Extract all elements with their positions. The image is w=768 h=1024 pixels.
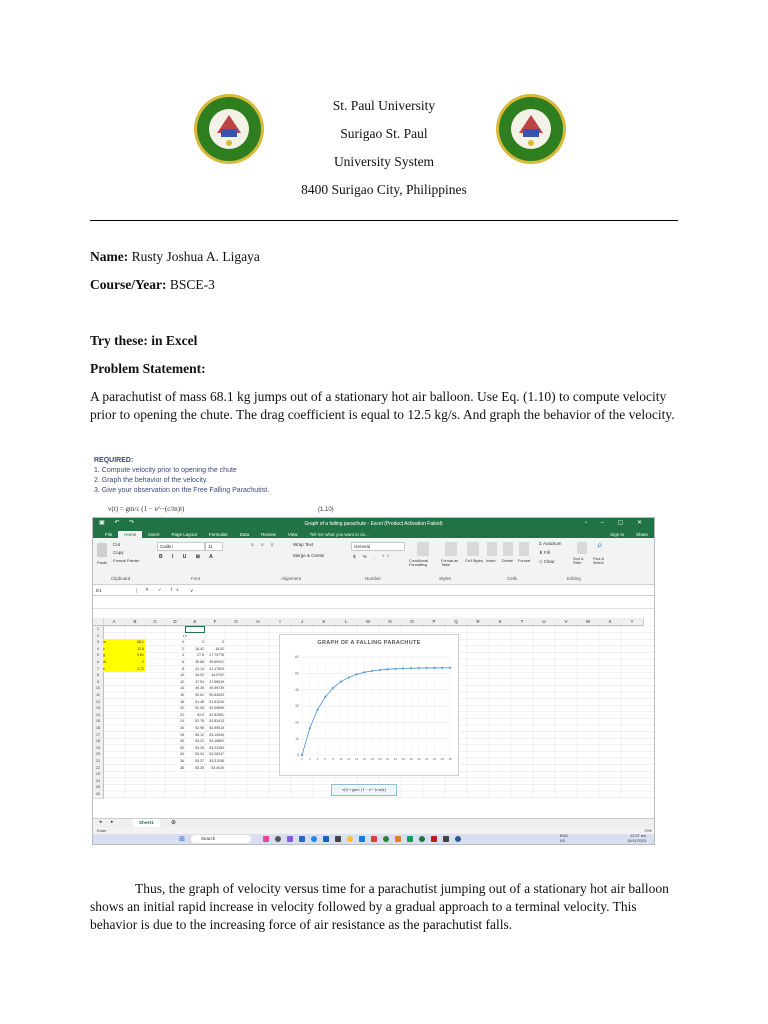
cell[interactable]: m	[103, 640, 106, 645]
window-title: Graph of a falling parachute - Excel (Product Activation Failed)	[304, 520, 443, 527]
conditional-formatting-icon[interactable]	[417, 542, 429, 556]
sheet-tab[interactable]: Sheet1	[133, 819, 160, 829]
taskbar-app-icon[interactable]	[347, 836, 353, 842]
clear-button[interactable]: ◇ Clear	[539, 559, 555, 564]
chart-plot	[280, 635, 458, 775]
conditional-formatting-label: Conditional Formatting	[409, 559, 428, 567]
course-label: Course/Year:	[90, 277, 167, 292]
row-header[interactable]: 10	[93, 685, 104, 693]
equation: v(t) = gm/c (1 − e^−(c/m)t)	[108, 505, 185, 513]
name-label: Name:	[90, 249, 129, 264]
group-label-number: Number	[365, 576, 382, 581]
required-item: 3. Give your observation on the Free Falling Parachutist.	[94, 487, 270, 494]
cell[interactable]: 53.34	[195, 752, 204, 757]
cell[interactable]: 0	[202, 640, 204, 645]
cell[interactable]: 53.4019	[211, 765, 224, 770]
cell[interactable]: 51.48	[195, 699, 204, 704]
sheet-nav-icons[interactable]: ◂ ▸	[99, 819, 118, 825]
data-point	[340, 681, 342, 683]
cell[interactable]: 12	[180, 679, 184, 684]
column-header[interactable]: C	[145, 618, 166, 626]
x-tick-label: 12	[347, 757, 351, 761]
taskbar-app-icon[interactable]	[431, 836, 437, 842]
row-header[interactable]: 7	[93, 666, 104, 674]
column-header[interactable]: Y	[621, 618, 644, 626]
column-header[interactable]: G	[225, 618, 248, 626]
font-style-icons[interactable]: B I U ⊞ A	[159, 554, 217, 560]
data-point	[426, 667, 428, 669]
cell[interactable]: 53.31208	[209, 759, 224, 763]
data-point	[402, 667, 404, 669]
cell[interactable]: 51.51034	[209, 699, 224, 704]
cell[interactable]: 18	[180, 699, 184, 704]
y-tick-label: 0	[297, 753, 299, 758]
data-point	[355, 673, 357, 675]
sort-filter-icon[interactable]	[577, 542, 587, 554]
cell[interactable]: 52.5	[197, 712, 204, 717]
data-point	[387, 668, 389, 670]
status-mode: Enter	[97, 828, 107, 833]
row-header[interactable]: 18	[93, 738, 104, 746]
cell[interactable]: 53.37	[195, 759, 204, 763]
taskbar-app-icon[interactable]	[455, 836, 461, 842]
tab-view[interactable]: View	[287, 532, 298, 537]
cell[interactable]: 53.28247	[209, 752, 224, 757]
row-header[interactable]: 23	[93, 771, 104, 779]
formula-bar-spacer	[93, 596, 654, 609]
group-label-clipboard: Clipboard	[111, 576, 131, 581]
column-header[interactable]: K	[313, 618, 336, 626]
y-tick-label: 10	[295, 736, 299, 741]
column-header[interactable]: W	[577, 618, 600, 626]
problem-heading: Problem Statement:	[90, 361, 206, 376]
course-line	[90, 277, 215, 293]
cell[interactable]: 34	[180, 752, 184, 757]
x-tick-label: 0	[301, 757, 303, 761]
cell[interactable]: 8	[182, 666, 184, 671]
group-label-cells: Cells	[507, 576, 518, 581]
delete-cells-label: Delete	[502, 559, 513, 563]
x-tick-label: 24	[393, 757, 398, 761]
column-header[interactable]: A	[103, 618, 126, 626]
required-item: 1. Compute velocity prior to opening the chute	[94, 467, 237, 474]
row-header[interactable]: 1	[93, 626, 104, 634]
cell[interactable]: 27.8	[197, 653, 204, 658]
column-header[interactable]: V	[555, 618, 578, 626]
ribbon-tabs	[93, 529, 654, 538]
column-header[interactable]: F	[205, 618, 226, 626]
data-point	[433, 667, 435, 669]
align-icons[interactable]: ≡ ≡ ≡	[251, 542, 277, 547]
required-item: 2. Graph the behavior of the velocity.	[94, 477, 208, 484]
cell[interactable]: 53.39	[195, 765, 204, 770]
chart-equation-box: v(t) = gm/c (1 − e^−(c/m)t)	[331, 784, 397, 796]
cell[interactable]: 41.17503	[209, 666, 224, 671]
cell[interactable]: 16.42	[195, 646, 204, 651]
data-point	[449, 667, 451, 669]
number-format-select[interactable]: General	[351, 542, 405, 551]
cell[interactable]: 20	[180, 706, 184, 711]
cell[interactable]: 0	[182, 640, 184, 645]
row-header[interactable]: 6	[93, 659, 104, 667]
font-size-select[interactable]: 11	[205, 542, 223, 551]
paste-icon[interactable]	[97, 543, 107, 557]
cell[interactable]: 53.22	[195, 739, 204, 744]
series-line	[302, 668, 450, 755]
cell[interactable]: 53.23169	[209, 745, 224, 750]
taskbar-app-icon[interactable]	[443, 836, 449, 842]
add-sheet-icon[interactable]: ⊕	[171, 820, 177, 826]
cell[interactable]: 16.42	[215, 646, 224, 651]
row-header[interactable]: 15	[93, 718, 104, 726]
y-tick-label: 60	[295, 655, 299, 660]
row-header[interactable]: 14	[93, 712, 104, 720]
start-icon[interactable]: ⊞	[179, 836, 185, 843]
taskbar-app-icon[interactable]	[263, 836, 269, 842]
cell[interactable]: 49.36	[195, 686, 204, 691]
excel-screenshot	[92, 517, 655, 845]
x-tick-label: 8	[332, 757, 334, 761]
row-header[interactable]: 4	[93, 646, 104, 654]
data-point	[410, 667, 412, 669]
cell-styles-icon[interactable]	[467, 542, 479, 556]
group-label-font: Font	[191, 576, 201, 581]
column-header[interactable]: U	[533, 618, 556, 626]
row-header[interactable]: 2	[93, 633, 104, 641]
row-header[interactable]: 3	[93, 639, 104, 647]
taskbar-search[interactable]: Search	[191, 835, 251, 843]
tell-me-input[interactable]: Tell me what you want to do...	[309, 532, 369, 537]
conclusion-text: Thus, the graph of velocity versus time for a parachutist jumping out of a stationary hot air balloon shows an initial rapid increase in velocity followed by a gradual approach to a terminal velocity. This behavior is due to the increasing force of air resistance as the parachutist falls.	[90, 881, 669, 932]
font-name-select[interactable]: Calibri	[157, 542, 205, 551]
cell[interactable]: 12.5	[137, 646, 144, 651]
formula-icons[interactable]: ✕ ✓ fx	[145, 587, 183, 592]
cell[interactable]: c	[103, 646, 105, 651]
tab-review[interactable]: Review	[261, 532, 276, 537]
data-point	[332, 687, 334, 689]
x-tick-label: 30	[417, 757, 421, 761]
x-tick-label: 26	[401, 757, 405, 761]
chart-title: GRAPH OF A FALLING PARACHUTE	[317, 640, 421, 646]
formula-bar	[93, 585, 654, 596]
column-header[interactable]: P	[423, 618, 446, 626]
format-cells-icon[interactable]	[519, 542, 529, 556]
column-header[interactable]: L	[335, 618, 358, 626]
x-tick-label: 28	[409, 757, 413, 761]
row-header[interactable]: 22	[93, 765, 104, 773]
cell[interactable]: 16	[180, 693, 184, 697]
sign-in-link[interactable]: Sign in	[610, 532, 624, 537]
cell[interactable]: 49.39739	[209, 686, 224, 691]
format-painter-button[interactable]: Format Painter	[113, 558, 140, 563]
cell[interactable]: 9.81	[137, 653, 144, 658]
x-tick-label: 36	[440, 757, 444, 761]
zoom-level[interactable]: 70%	[643, 828, 652, 833]
copy-button[interactable]: Copy	[113, 550, 124, 555]
cell[interactable]: e	[103, 666, 105, 671]
wrap-text-button[interactable]: Wrap Text	[293, 542, 314, 547]
x-tick-label: 16	[362, 757, 366, 761]
problem-text: A parachutist of mass 68.1 kg jumps out of a stationary hot air balloon. Use Eq. (1.10) to compute velocity prior to opening the chute. The drag coefficient is equal to 12.5 kg/s. And graph the behavior of the velocity.	[90, 389, 675, 422]
y-tick-label: 40	[295, 687, 299, 692]
cell[interactable]: 28	[180, 732, 184, 737]
x-tick-label: 4	[316, 757, 319, 761]
letterhead	[250, 92, 518, 204]
cell[interactable]: 32	[180, 745, 184, 750]
row-header[interactable]: 12	[93, 699, 104, 707]
cell[interactable]: 24	[180, 719, 184, 724]
taskbar-app-icon[interactable]	[311, 836, 317, 842]
cell[interactable]: 52.82413	[209, 719, 224, 724]
cell[interactable]: 35.68	[195, 660, 204, 664]
column-header[interactable]: T	[511, 618, 534, 626]
cell[interactable]: 41.14	[195, 666, 204, 671]
x-tick-label: 38	[448, 757, 452, 761]
fill-button[interactable]: ⬇ Fill	[539, 550, 550, 555]
equation-ref: (1.10)	[318, 507, 334, 513]
x-tick-label: 10	[339, 757, 343, 761]
tab-page-layout[interactable]: Page Layout	[171, 532, 197, 537]
cell[interactable]: 2	[182, 646, 184, 651]
campus-name: Surigao St. Paul	[340, 126, 428, 141]
cell[interactable]: 53.12	[195, 732, 204, 737]
taskbar-app-icon[interactable]	[383, 836, 389, 842]
status-bar	[93, 827, 655, 834]
ribbon	[93, 538, 654, 585]
formula-input[interactable]: v	[190, 587, 193, 593]
data-point	[418, 667, 420, 669]
format-cells-label: Format	[518, 559, 531, 563]
cell[interactable]: 2.72	[137, 666, 144, 671]
row-header[interactable]: 21	[93, 758, 104, 766]
cell[interactable]: 68.1	[137, 640, 144, 645]
data-point	[379, 669, 381, 671]
x-tick-label: 6	[324, 757, 327, 761]
column-header[interactable]: B	[125, 618, 146, 626]
row-header[interactable]: 25	[93, 784, 104, 792]
select-all-corner[interactable]	[93, 618, 104, 626]
column-header[interactable]: S	[489, 618, 512, 626]
header-divider	[90, 220, 678, 221]
x-tick-label: 32	[424, 757, 429, 761]
system-name: University System	[333, 154, 435, 169]
merge-center-button[interactable]: Merge & Center	[293, 553, 325, 558]
x-tick-label: 14	[354, 757, 359, 761]
column-header[interactable]: J	[291, 618, 314, 626]
column-header[interactable]: X	[599, 618, 622, 626]
cell[interactable]: 44.9702	[211, 673, 224, 678]
sort-filter-label: Sort & Filter	[573, 557, 584, 565]
worksheet-grid[interactable]	[93, 618, 654, 818]
data-point	[301, 754, 303, 756]
excel-title-bar	[93, 518, 654, 529]
row-header[interactable]: 16	[93, 725, 104, 733]
taskbar-app-icon[interactable]	[407, 836, 413, 842]
share-button[interactable]: Share	[635, 532, 648, 537]
row-header[interactable]: 11	[93, 692, 104, 700]
row-header[interactable]: 5	[93, 652, 104, 660]
university-name: St. Paul University	[332, 98, 436, 113]
column-header[interactable]: D	[165, 618, 186, 626]
y-tick-label: 20	[295, 720, 299, 725]
column-header[interactable]: Q	[445, 618, 468, 626]
column-header[interactable]: R	[467, 618, 490, 626]
y-tick-label: 50	[295, 671, 299, 676]
column-header[interactable]: H	[247, 618, 270, 626]
cell[interactable]: 53.10646	[209, 732, 224, 737]
name-box[interactable]: E1	[93, 588, 137, 593]
address: 8400 Surigao City, Philippines	[301, 182, 467, 197]
autosum-button[interactable]: Σ AutoSum	[539, 541, 562, 546]
insert-cells-icon[interactable]	[487, 542, 497, 556]
group-label-styles: Styles	[439, 576, 452, 581]
taskbar-app-icon[interactable]	[287, 836, 293, 842]
chart[interactable]	[279, 634, 459, 776]
cell[interactable]: 47.58919	[209, 679, 224, 684]
cell[interactable]: 52.08	[195, 706, 204, 711]
name-value: Rusty Joshua A. Ligaya	[131, 249, 260, 264]
number-format-icons[interactable]: $ % , ⁰⁰	[353, 554, 393, 559]
taskbar-app-icon[interactable]	[335, 836, 341, 842]
data-point	[309, 727, 311, 729]
cell[interactable]: 52.98	[195, 726, 204, 730]
format-table-label: Format as Table	[441, 559, 459, 567]
cell[interactable]: t	[183, 633, 184, 638]
taskbar-app-icon[interactable]	[299, 836, 305, 842]
taskbar-app-icon[interactable]	[323, 836, 329, 842]
cell[interactable]: 38	[180, 765, 184, 770]
row-header[interactable]: 9	[93, 679, 104, 687]
cell[interactable]: 52.78	[195, 719, 204, 724]
column-header[interactable]: M	[357, 618, 380, 626]
x-tick-label: 2	[308, 757, 311, 761]
row-header[interactable]: 17	[93, 732, 104, 740]
cell[interactable]: 53.29	[195, 745, 204, 750]
cell[interactable]: 27.79776	[209, 653, 224, 658]
taskbar-app-icon[interactable]	[419, 836, 425, 842]
cell[interactable]: 52.99518	[209, 726, 224, 730]
active-cell[interactable]	[185, 626, 205, 633]
delete-cells-icon[interactable]	[503, 542, 513, 556]
row-header[interactable]: 8	[93, 672, 104, 680]
taskbar-app-icon[interactable]	[359, 836, 365, 842]
column-header[interactable]: O	[401, 618, 424, 626]
cell[interactable]: 50.61	[195, 693, 204, 697]
try-heading: Try these: in Excel	[90, 333, 198, 348]
cell[interactable]: 36	[180, 759, 184, 763]
x-tick-label: 20	[378, 757, 382, 761]
cell[interactable]: 53.16802	[209, 739, 224, 744]
window-controls-icon[interactable]: ▫ – ▢ ✕	[584, 520, 648, 526]
name-line	[90, 249, 260, 265]
language-indicator[interactable]: ENG US	[559, 834, 568, 843]
column-header[interactable]: N	[379, 618, 402, 626]
data-point	[324, 696, 326, 698]
cell[interactable]: 2	[142, 660, 144, 664]
data-point	[394, 668, 396, 670]
cell[interactable]: 50.64923	[209, 693, 224, 697]
taskbar-app-icon[interactable]	[275, 836, 281, 842]
cell[interactable]: 52.09896	[209, 706, 224, 711]
cell[interactable]: 30	[180, 739, 184, 744]
cell[interactable]: 26	[180, 726, 184, 730]
column-header[interactable]: I	[269, 618, 292, 626]
tab-data[interactable]: Data	[239, 532, 250, 537]
data-point	[363, 671, 365, 673]
cell[interactable]: 47.54	[195, 679, 204, 684]
cell-styles-label: Cell Styles	[465, 559, 483, 563]
y-tick-label: 30	[295, 704, 299, 709]
cell[interactable]: 14	[180, 686, 184, 691]
data-point	[441, 667, 443, 669]
required-block	[94, 456, 354, 496]
row-header[interactable]: 19	[93, 745, 104, 753]
find-icon[interactable]: ⌕	[597, 540, 603, 551]
cell[interactable]: 6	[182, 660, 184, 664]
cell[interactable]: g	[103, 653, 105, 658]
taskbar-app-icon[interactable]	[395, 836, 401, 842]
insert-cells-label: Insert	[486, 559, 496, 563]
find-select-label: Find & Select	[593, 557, 604, 565]
x-tick-label: 18	[370, 757, 374, 761]
data-point	[316, 708, 318, 710]
tab-insert[interactable]: Insert	[148, 532, 160, 537]
column-header[interactable]: E	[185, 618, 206, 626]
row-header[interactable]: 20	[93, 751, 104, 759]
x-tick-label: 34	[432, 757, 437, 761]
row-header[interactable]: 26	[93, 791, 104, 799]
cell[interactable]: 44.92	[195, 673, 204, 678]
data-point	[348, 676, 350, 678]
group-label-editing: Editing	[567, 576, 581, 581]
course-value: BSCE-3	[169, 277, 215, 292]
row-header[interactable]: 24	[93, 778, 104, 786]
format-table-icon[interactable]	[445, 542, 457, 556]
windows-taskbar	[93, 834, 654, 844]
cut-button[interactable]: Cut	[113, 542, 121, 547]
x-tick-label: 22	[386, 757, 390, 761]
cell[interactable]: v	[185, 633, 187, 638]
cell[interactable]: Δt	[103, 660, 107, 664]
data-point	[371, 670, 373, 672]
cell[interactable]: 22	[180, 712, 184, 717]
tab-home[interactable]: Home	[118, 531, 142, 538]
tab-file[interactable]: File	[105, 532, 113, 537]
cell[interactable]: 52.52981	[209, 712, 224, 717]
quick-access-icons[interactable]: ▣ ↶ ↷	[99, 520, 139, 526]
cell[interactable]: 35.69021	[209, 660, 224, 664]
cell[interactable]: 0	[222, 640, 224, 645]
row-header[interactable]: 13	[93, 705, 104, 713]
required-title: REQUIRED:	[94, 457, 134, 464]
paste-label: Paste	[97, 560, 108, 565]
clock[interactable]: 12:37 am 15/11/2023	[627, 834, 646, 843]
group-label-alignment: Alignment	[281, 576, 302, 581]
cell[interactable]: 10	[180, 673, 184, 678]
tab-formulas[interactable]: Formulas	[208, 532, 228, 537]
taskbar-app-icon[interactable]	[371, 836, 377, 842]
cell[interactable]: 4	[182, 653, 184, 658]
